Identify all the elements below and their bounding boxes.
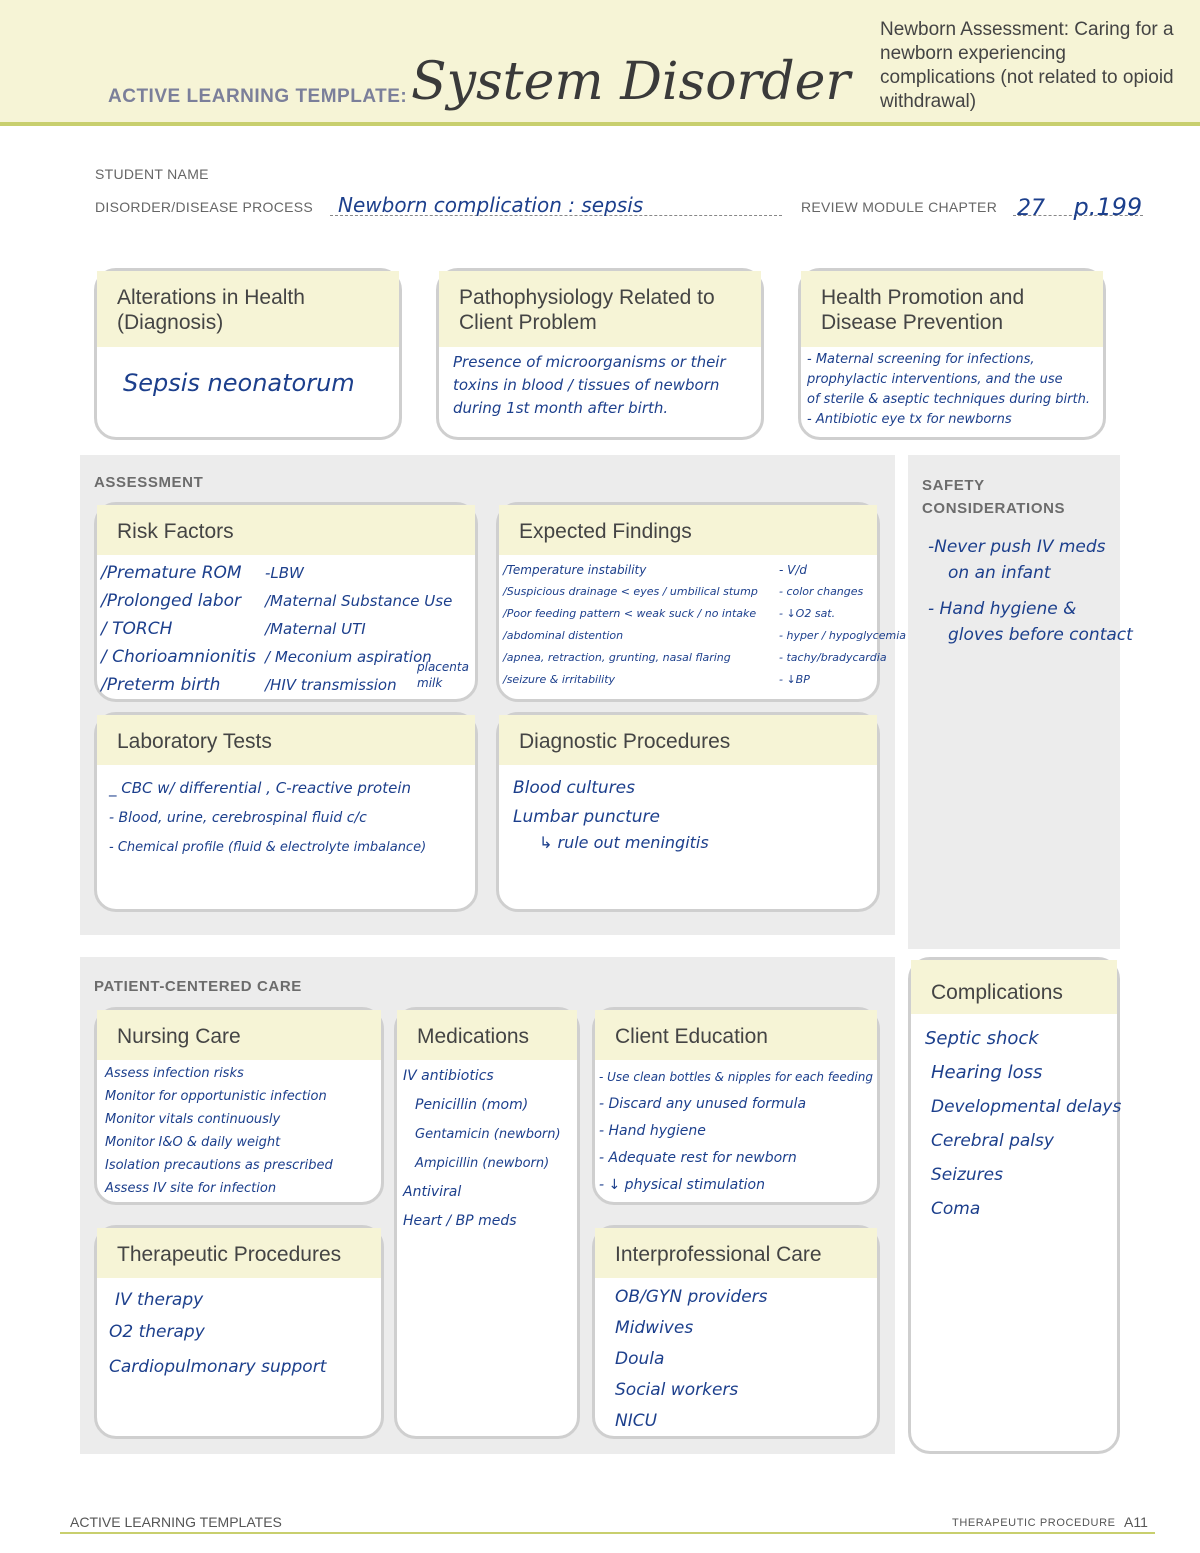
medications-box: [394, 1007, 580, 1439]
complication-item: Hearing loss: [931, 1062, 1043, 1083]
health-promotion-line: - Antibiotic eye tx for newborns: [807, 412, 1012, 427]
risk-factor-item: /Preterm birth: [101, 675, 221, 695]
safety-item: - Hand hygiene &: [928, 599, 1077, 619]
health-promotion-line: - Maternal screening for infections,: [807, 352, 1035, 367]
therapeutic-item: IV therapy: [115, 1290, 204, 1310]
health-promotion-line: prophylactic interventions, and the use: [807, 372, 1063, 387]
risk-factor-item: /HIV transmission: [265, 676, 397, 694]
medication-item: Ampicillin (newborn): [415, 1156, 550, 1171]
risk-factor-item: -LBW: [265, 564, 304, 582]
complication-item: Seizures: [931, 1165, 1003, 1185]
nursing-care-item: Assess infection risks: [105, 1066, 244, 1081]
alterations-title: Alterations in Health (Diagnosis): [97, 271, 399, 347]
footer-left: ACTIVE LEARNING TEMPLATES: [70, 1514, 282, 1530]
finding-item: - V/d: [779, 563, 808, 577]
medication-item: Antiviral: [403, 1184, 462, 1200]
risk-factors-title: Risk Factors: [97, 505, 475, 555]
nursing-care-title: Nursing Care: [97, 1010, 381, 1060]
therapeutic-procedures-title: Therapeutic Procedures: [97, 1228, 381, 1278]
therapeutic-item: Cardiopulmonary support: [109, 1357, 327, 1377]
risk-factor-item: /Premature ROM: [101, 563, 242, 583]
therapeutic-procedures-box: [94, 1225, 384, 1439]
expected-findings-title: Expected Findings: [499, 505, 877, 555]
health-promotion-box: [798, 268, 1106, 440]
safety-item: gloves before contact: [948, 625, 1133, 645]
risk-factor-item: /Maternal UTI: [265, 620, 366, 638]
risk-factor-item: /Prolonged labor: [101, 591, 242, 611]
complication-item: Septic shock: [925, 1028, 1039, 1049]
safety-section: [908, 455, 1120, 949]
diagnostic-item: Lumbar puncture: [513, 807, 660, 827]
lab-test-item: _ CBC w/ differential , C-reactive protein: [109, 779, 412, 797]
complication-item: Developmental delays: [931, 1097, 1122, 1117]
safety-list: [928, 534, 1133, 648]
chapter-value: 27: [1017, 196, 1045, 221]
patient-centered-care-title: PATIENT-CENTERED CARE: [94, 978, 302, 995]
complication-item: Cerebral palsy: [931, 1131, 1054, 1151]
diagnostic-procedures-title: Diagnostic Procedures: [499, 715, 877, 765]
nursing-care-item: Isolation precautions as prescribed: [105, 1158, 333, 1173]
interprofessional-item: Midwives: [615, 1318, 694, 1338]
page-title: System Disorder: [411, 52, 851, 112]
pathophysiology-title: Pathophysiology Related to Client Problem: [439, 271, 761, 347]
risk-factor-item: / TORCH: [101, 619, 173, 639]
finding-item: /Suspicious drainage < eyes / umbilical stump: [503, 585, 758, 598]
risk-factor-item: /Maternal Substance Use: [265, 592, 453, 610]
safety-title: SAFETY CONSIDERATIONS: [922, 477, 1066, 517]
safety-item: -Never push IV meds: [928, 537, 1106, 557]
nursing-care-item: Monitor vitals continuously: [105, 1112, 281, 1127]
finding-item: /seizure & irritability: [503, 673, 616, 686]
client-education-item: - Hand hygiene: [599, 1123, 706, 1139]
header-divider: [0, 122, 1200, 126]
footer-section-label: THERAPEUTIC PROCEDURE: [952, 1517, 1116, 1529]
nursing-care-box: [94, 1007, 384, 1205]
diagnostic-item: Blood cultures: [513, 778, 635, 798]
footer-page-number: A11: [1124, 1514, 1148, 1530]
finding-item: - color changes: [779, 585, 864, 598]
pathophysiology-box: [436, 268, 764, 440]
risk-factor-item: / Chorioamnionitis: [101, 647, 256, 667]
interprofessional-care-title: Interprofessional Care: [595, 1228, 877, 1278]
client-education-item: - Use clean bottles & nipples for each feeding: [599, 1070, 873, 1084]
finding-item: /apnea, retraction, grunting, nasal flaring: [503, 651, 731, 664]
medication-item: IV antibiotics: [403, 1068, 494, 1084]
nursing-care-item: Monitor for opportunistic infection: [105, 1089, 327, 1104]
laboratory-tests-title: Laboratory Tests: [97, 715, 475, 765]
disorder-label: DISORDER/DISEASE PROCESS: [95, 199, 314, 215]
laboratory-tests-box: [94, 712, 478, 912]
alterations-line: Sepsis neonatorum: [123, 369, 355, 397]
interprofessional-care-box: [592, 1225, 880, 1439]
client-education-title: Client Education: [595, 1010, 877, 1060]
health-promotion-line: of sterile & aseptic techniques during birth.: [807, 392, 1090, 407]
page-reference: p.199: [1073, 193, 1143, 221]
template-label: ACTIVE LEARNING TEMPLATE:: [108, 86, 408, 107]
client-education-item: - Discard any unused formula: [599, 1096, 807, 1112]
therapeutic-item: O2 therapy: [109, 1322, 205, 1342]
expected-findings-box: [496, 502, 906, 702]
finding-item: - ↓BP: [779, 673, 810, 686]
pathophysiology-line: during 1st month after birth.: [453, 399, 669, 417]
nursing-care-item: Monitor I&O & daily weight: [105, 1135, 281, 1150]
complications-title: Complications: [911, 960, 1117, 1014]
interprofessional-item: Social workers: [615, 1380, 739, 1400]
chapter-field[interactable]: [1013, 193, 1143, 221]
medication-item: Heart / BP meds: [403, 1213, 517, 1229]
risk-factor-item: / Meconium aspiration: [265, 648, 432, 666]
disorder-field[interactable]: [330, 193, 782, 216]
medication-item: Penicillin (mom): [415, 1097, 529, 1113]
disorder-value: Newborn complication : sepsis: [338, 193, 644, 217]
diagnostic-procedures-box: [496, 712, 880, 912]
alterations-box: [94, 268, 402, 440]
client-education-item: - Adequate rest for newborn: [599, 1150, 797, 1166]
finding-item: - hyper / hypoglycemia: [779, 629, 906, 642]
client-education-item: - ↓ physical stimulation: [599, 1177, 765, 1193]
safety-item: on an infant: [948, 563, 1051, 583]
interprofessional-item: Doula: [615, 1349, 665, 1369]
health-promotion-title: Health Promotion and Disease Prevention: [801, 271, 1103, 347]
footer-divider: [60, 1532, 1155, 1534]
finding-item: - tachy/bradycardia: [779, 651, 887, 664]
nursing-care-item: Assess IV site for infection: [105, 1181, 277, 1196]
finding-item: - ↓O2 sat.: [779, 607, 836, 620]
lab-test-item: - Chemical profile (fluid & electrolyte imbalance): [109, 840, 427, 855]
medications-title: Medications: [397, 1010, 577, 1060]
medication-item: Gentamicin (newborn): [415, 1127, 561, 1142]
lab-test-item: - Blood, urine, cerebrospinal fluid c/c: [109, 810, 367, 826]
pathophysiology-line: toxins in blood / tissues of newborn: [453, 376, 720, 394]
complications-box: [908, 957, 1120, 1454]
topic-description: Newborn Assessment: Caring for a newborn experiencing complications (not related to opioid withdrawal): [880, 19, 1174, 112]
complication-item: Coma: [931, 1199, 981, 1219]
interprofessional-item: OB/GYN providers: [615, 1287, 768, 1307]
finding-item: /Poor feeding pattern < weak suck / no intake: [503, 607, 757, 620]
finding-item: /Temperature instability: [503, 563, 647, 577]
risk-factor-note: placenta: [417, 660, 469, 674]
interprofessional-item: NICU: [615, 1411, 658, 1431]
assessment-title: ASSESSMENT: [94, 474, 204, 491]
finding-item: /abdominal distention: [503, 629, 624, 642]
chapter-label: REVIEW MODULE CHAPTER: [801, 199, 998, 215]
student-name-label: STUDENT NAME: [95, 166, 209, 182]
diagnostic-item: ↳ rule out meningitis: [539, 833, 709, 852]
risk-factor-note: milk: [417, 676, 443, 690]
risk-factors-box: [94, 502, 478, 702]
client-education-box: [592, 1007, 880, 1205]
pathophysiology-line: Presence of microorganisms or their: [453, 353, 726, 371]
